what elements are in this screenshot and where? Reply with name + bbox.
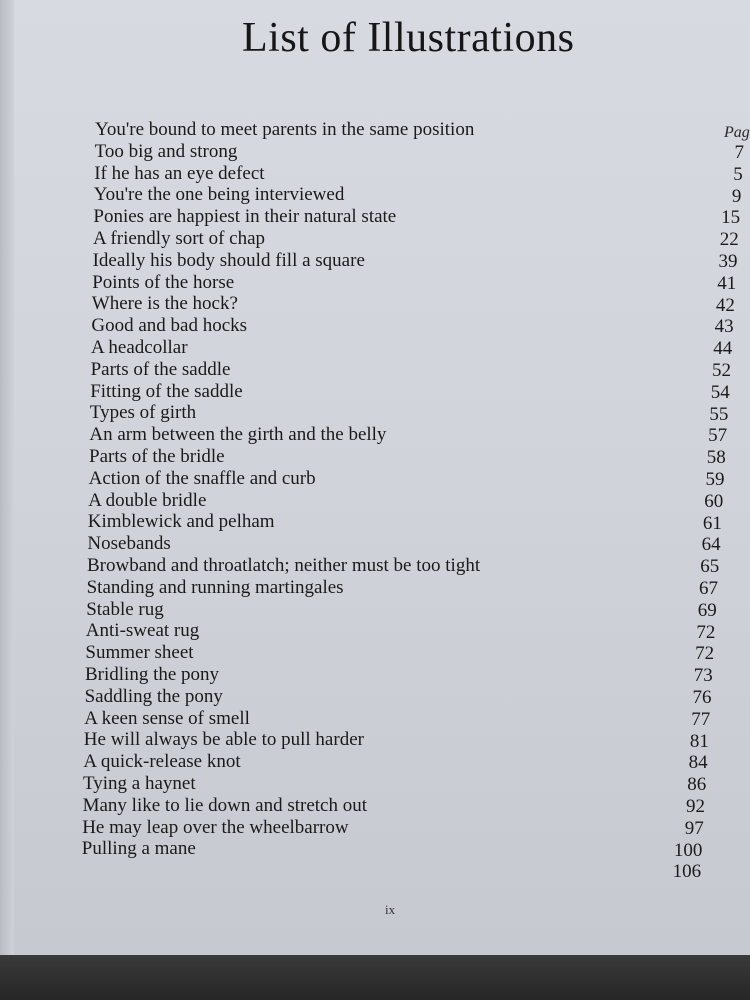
page-number: 5 <box>733 163 743 185</box>
page-number: 97 <box>684 817 704 839</box>
page-number: 92 <box>686 796 705 817</box>
page-number: 54 <box>710 381 730 403</box>
illustration-entry: Stable rug <box>86 598 164 620</box>
page-number: 58 <box>706 447 726 469</box>
page-number: 59 <box>705 469 725 490</box>
illustration-entry: A quick-release knot <box>83 751 241 773</box>
illustration-entry: You're bound to meet parents in the same position <box>95 119 475 140</box>
illustration-entry: Bridling the pony <box>85 664 220 685</box>
page-number: 7 <box>734 142 744 163</box>
illustration-entry: Good and bad hocks <box>91 315 248 337</box>
page-number: 52 <box>712 360 731 381</box>
page-number: 81 <box>689 730 709 752</box>
page-number: 72 <box>696 621 716 643</box>
illustration-entry: Anti-sweat rug <box>85 620 200 642</box>
page-number: 60 <box>704 490 724 512</box>
page-number: 73 <box>693 665 713 687</box>
illustration-entry: An arm between the girth and the belly <box>89 424 387 446</box>
illustration-entry: He may leap over the wheelbarrow <box>82 816 349 838</box>
page-number: 72 <box>695 643 715 665</box>
illustration-entry: Fitting of the saddle <box>90 380 243 402</box>
illustration-entry: Saddling the pony <box>84 685 223 707</box>
illustration-entry: Browband and throatlatch; neither must be too tight <box>87 555 481 576</box>
illustration-entry: Action of the snaffle and curb <box>88 467 316 489</box>
page-folio: ix <box>385 902 396 917</box>
illustration-entry: A headcollar <box>91 337 188 358</box>
page-number: 43 <box>714 316 734 338</box>
illustration-entry: You're the one being interviewed <box>93 184 345 206</box>
illustration-entry: Ideally his body should fill a square <box>92 249 365 271</box>
page-number: 41 <box>717 272 737 294</box>
page-number: 22 <box>719 229 739 251</box>
page-number: 76 <box>692 687 712 708</box>
page-number: 39 <box>718 251 738 272</box>
illustration-entry: Parts of the saddle <box>90 358 231 380</box>
page-number: 106 <box>672 861 702 883</box>
page-number: 65 <box>700 556 720 578</box>
illustration-entry: He will always be able to pull harder <box>83 729 364 751</box>
page-number: 77 <box>691 708 711 730</box>
page-number: 9 <box>731 185 742 207</box>
page-number: 86 <box>687 774 707 796</box>
illustration-entry: Many like to lie down and stretch out <box>82 794 368 816</box>
illustration-entry: Kimblewick and pelham <box>87 511 275 533</box>
page-number: 55 <box>709 403 729 425</box>
table-surface <box>0 955 750 1000</box>
illustration-entry: Ponies are happiest in their natural state <box>93 206 397 228</box>
illustration-entry: Nosebands <box>87 533 171 555</box>
page-number: 100 <box>673 839 703 861</box>
page-title: List of Illustrations <box>242 15 575 61</box>
page-number: 15 <box>721 207 741 229</box>
illustration-entry: Parts of the bridle <box>89 446 225 467</box>
page-number: 57 <box>708 425 728 447</box>
illustration-entry: A double bridle <box>88 489 207 511</box>
illustration-entry: Too big and strong <box>94 140 238 162</box>
illustration-entry: If he has an eye defect <box>94 162 265 184</box>
page-number: 42 <box>715 294 735 316</box>
illustration-entry: Points of the horse <box>92 271 235 293</box>
illustration-entry: Summer sheet <box>85 642 194 664</box>
illustration-entry: Pulling a mane <box>81 838 196 860</box>
illustration-entry: A keen sense of smell <box>84 707 250 729</box>
page-number: 67 <box>699 578 718 599</box>
illustration-entry: A friendly sort of chap <box>93 228 266 249</box>
illustration-entry: Tying a haynet <box>83 773 196 794</box>
page-number: 61 <box>702 512 722 534</box>
page-number: 64 <box>701 534 721 556</box>
page-number: 44 <box>713 338 733 360</box>
page-number: 69 <box>697 599 717 621</box>
illustration-entry: Standing and running martingales <box>86 576 344 598</box>
illustration-entry: Where is the hock? <box>91 293 238 315</box>
page-number: 84 <box>688 752 708 774</box>
illustration-entry: Types of girth <box>89 402 197 424</box>
page-column-heading: Pag <box>724 124 750 141</box>
